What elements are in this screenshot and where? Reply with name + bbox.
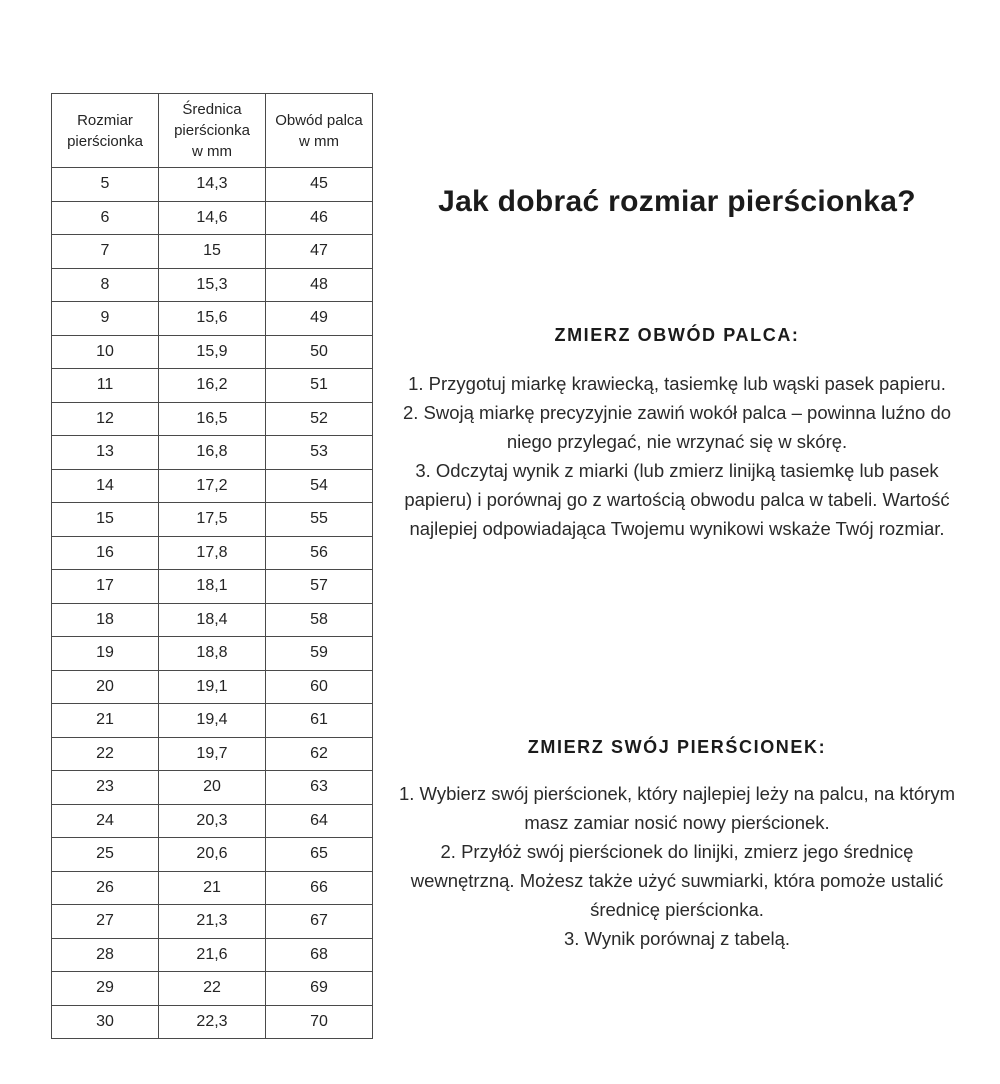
table-cell: 27 (52, 905, 159, 939)
table-row (52, 871, 373, 905)
table-cell: 14,3 (159, 168, 266, 202)
table-header-row (52, 94, 373, 168)
table-row (52, 302, 373, 336)
table-row (52, 771, 373, 805)
table-row (52, 570, 373, 604)
table-cell: 19,7 (159, 737, 266, 771)
table-cell: 57 (266, 570, 373, 604)
table-cell: 69 (266, 972, 373, 1006)
table-cell: 22 (52, 737, 159, 771)
instruction-step: 3. Odczytaj wynik z miarki (lub zmierz linijką tasiemkę lub pasek papieru) i porównaj go z wartością obwodu palca w tabeli. Wartość najlepiej odpowiadająca Twojemu wynikowi wskaże Twój rozmiar. (404, 460, 950, 539)
table-cell: 20,3 (159, 804, 266, 838)
section-heading-measure-finger: ZMIERZ OBWÓD PALCA: (554, 324, 800, 345)
table-cell: 19,1 (159, 670, 266, 704)
table-row (52, 603, 373, 637)
table-cell: 62 (266, 737, 373, 771)
table-cell: 20,6 (159, 838, 266, 872)
table-cell: 13 (52, 436, 159, 470)
header-finger-circumference: Obwód palca w mm (266, 94, 373, 168)
table-cell: 24 (52, 804, 159, 838)
table-cell: 20 (52, 670, 159, 704)
table-cell: 28 (52, 938, 159, 972)
table-cell: 21 (52, 704, 159, 738)
table-cell: 60 (266, 670, 373, 704)
section-steps-measure-ring (393, 779, 961, 953)
table-row (52, 536, 373, 570)
table-cell: 17,2 (159, 469, 266, 503)
table-cell: 22,3 (159, 1005, 266, 1039)
table-cell: 52 (266, 402, 373, 436)
table-row (52, 670, 373, 704)
table-cell: 15,6 (159, 302, 266, 336)
table-cell: 17,8 (159, 536, 266, 570)
table-cell: 67 (266, 905, 373, 939)
table-row (52, 436, 373, 470)
table-row (52, 369, 373, 403)
table-row (52, 838, 373, 872)
instruction-step: 2. Swoją miarkę precyzyjnie zawiń wokół palca – powinna luźno do niego przylegać, nie wrzynać się w skórę. (402, 402, 952, 452)
table-cell: 18,4 (159, 603, 266, 637)
table-cell: 14 (52, 469, 159, 503)
table-cell: 19,4 (159, 704, 266, 738)
table-cell: 9 (52, 302, 159, 336)
table-cell: 18,1 (159, 570, 266, 604)
table-cell: 16 (52, 536, 159, 570)
table-cell: 65 (266, 838, 373, 872)
section-heading-measure-ring: ZMIERZ SWÓJ PIERŚCIONEK: (527, 736, 827, 757)
table-cell: 16,8 (159, 436, 266, 470)
header-ring-size: Rozmiar pierścionka (52, 94, 159, 168)
table-row (52, 201, 373, 235)
table-cell: 64 (266, 804, 373, 838)
table-cell: 66 (266, 871, 373, 905)
table-cell: 10 (52, 335, 159, 369)
table-cell: 25 (52, 838, 159, 872)
table-cell: 46 (266, 201, 373, 235)
instruction-step: 3. Wynik porównaj z tabelą. (563, 928, 791, 949)
table-cell: 30 (52, 1005, 159, 1039)
table-cell: 23 (52, 771, 159, 805)
table-cell: 15 (159, 235, 266, 269)
table-cell: 18 (52, 603, 159, 637)
page-title: Jak dobrać rozmiar pierścionka? (438, 185, 916, 219)
instruction-step: 1. Przygotuj miarkę krawiecką, tasiemkę lub wąski pasek papieru. (408, 373, 946, 394)
table-row (52, 637, 373, 671)
table-cell: 21,6 (159, 938, 266, 972)
instruction-step: 1. Wybierz swój pierścionek, który najlepiej leży na palcu, na którym masz zamiar nosić nowy pierścionek. (398, 783, 956, 833)
table-cell: 47 (266, 235, 373, 269)
table-cell: 49 (266, 302, 373, 336)
table-row (52, 905, 373, 939)
table-row (52, 704, 373, 738)
table-cell: 16,5 (159, 402, 266, 436)
ring-size-table (51, 93, 373, 1039)
table-row (52, 972, 373, 1006)
table-cell: 17,5 (159, 503, 266, 537)
ring-size-table-body (52, 168, 373, 1039)
table-cell: 15,9 (159, 335, 266, 369)
section-steps-measure-finger (393, 369, 961, 543)
table-row (52, 469, 373, 503)
table-cell: 20 (159, 771, 266, 805)
table-row (52, 335, 373, 369)
table-cell: 55 (266, 503, 373, 537)
table-cell: 68 (266, 938, 373, 972)
table-cell: 63 (266, 771, 373, 805)
header-ring-diameter: Średnica pierścionka w mm (159, 94, 266, 168)
table-row (52, 235, 373, 269)
table-cell: 61 (266, 704, 373, 738)
table-cell: 12 (52, 402, 159, 436)
table-cell: 18,8 (159, 637, 266, 671)
table-cell: 26 (52, 871, 159, 905)
table-cell: 15,3 (159, 268, 266, 302)
table-cell: 6 (52, 201, 159, 235)
table-row (52, 168, 373, 202)
table-cell: 8 (52, 268, 159, 302)
table-cell: 48 (266, 268, 373, 302)
table-row (52, 268, 373, 302)
table-cell: 21 (159, 871, 266, 905)
table-row (52, 737, 373, 771)
table-cell: 14,6 (159, 201, 266, 235)
table-cell: 21,3 (159, 905, 266, 939)
table-cell: 29 (52, 972, 159, 1006)
table-cell: 51 (266, 369, 373, 403)
table-cell: 16,2 (159, 369, 266, 403)
table-cell: 17 (52, 570, 159, 604)
table-cell: 53 (266, 436, 373, 470)
table-row (52, 402, 373, 436)
table-cell: 5 (52, 168, 159, 202)
table-cell: 56 (266, 536, 373, 570)
instruction-step: 2. Przyłóż swój pierścionek do linijki, zmierz jego średnicę wewnętrzną. Możesz także użyć suwmiarki, która pomoże ustalić średnicę pierścionka. (410, 841, 944, 920)
table-cell: 19 (52, 637, 159, 671)
table-cell: 15 (52, 503, 159, 537)
table-row (52, 503, 373, 537)
ring-size-table-header (52, 94, 373, 168)
table-row (52, 1005, 373, 1039)
table-cell: 70 (266, 1005, 373, 1039)
table-cell: 50 (266, 335, 373, 369)
table-cell: 22 (159, 972, 266, 1006)
table-cell: 11 (52, 369, 159, 403)
table-cell: 59 (266, 637, 373, 671)
table-cell: 54 (266, 469, 373, 503)
table-cell: 58 (266, 603, 373, 637)
table-cell: 45 (266, 168, 373, 202)
table-row (52, 938, 373, 972)
table-cell: 7 (52, 235, 159, 269)
table-row (52, 804, 373, 838)
